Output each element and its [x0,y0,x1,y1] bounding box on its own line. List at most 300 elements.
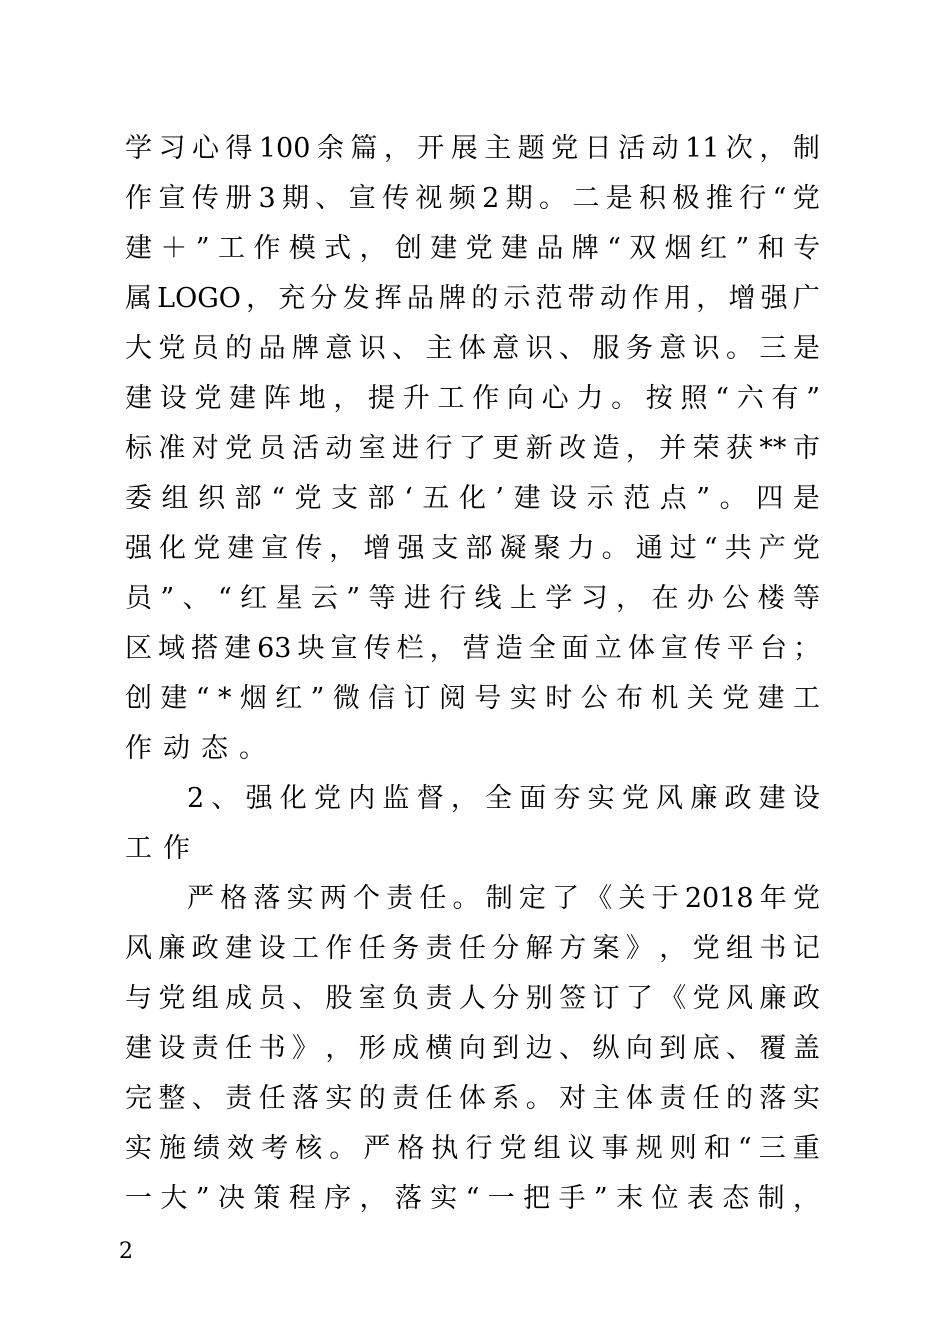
text-glyph: 识 [525,333,553,364]
text-glyph: 的 [225,333,253,364]
text-glyph: ， [759,133,787,164]
text-glyph: 四 [756,483,784,514]
text-glyph: 带 [567,283,595,314]
text-glyph: 到 [659,1033,687,1064]
text-glyph: “ [195,683,210,714]
text-glyph: 造 [495,633,523,664]
text-line [125,224,820,274]
text-glyph: ‘ [404,483,413,514]
text-glyph: 烟 [664,233,692,264]
text-glyph: 务 [392,933,420,964]
text-glyph: 作 [631,283,659,314]
text-glyph: 准 [158,433,186,464]
text-glyph: 议 [567,1133,595,1164]
text-glyph: 订 [403,683,431,714]
text-glyph: 责 [425,983,453,1014]
text-glyph: ” [735,233,750,264]
section-heading-line [125,824,820,874]
text-glyph: 全 [485,783,513,814]
text-glyph: 织 [198,483,226,514]
text-glyph: 期 [281,183,309,214]
text-glyph: 任 [458,933,486,964]
text-glyph: 一 [125,1183,152,1214]
text-glyph: 次 [725,133,753,164]
text-glyph: 支 [331,483,359,514]
text-glyph: 示 [503,283,531,314]
text-glyph: ” [696,483,711,514]
text-glyph: 、 [726,1033,754,1064]
text-glyph: 、 [392,333,420,364]
text-glyph: 手 [558,1183,586,1214]
text-glyph: ， [246,283,274,314]
text-glyph: 动 [325,433,353,464]
text-glyph: 人 [458,983,486,1014]
text-glyph: ” [346,583,361,614]
text-glyph: 廉 [690,783,718,814]
text-glyph: 把 [523,1183,551,1214]
text-glyph: 传 [693,633,721,664]
text-glyph: 牌 [571,233,599,264]
text-glyph: 五 [422,483,450,514]
text-glyph: 绩 [193,1133,221,1164]
text-line [125,274,820,324]
text-glyph: 进 [392,433,420,464]
text-glyph: 党 [499,1133,527,1164]
text-line [125,324,820,374]
text-glyph: ， [383,133,411,164]
text-glyph: 是 [792,483,820,514]
text-glyph: 机 [651,683,679,714]
text-glyph: 党 [158,983,186,1014]
text-glyph: 新 [525,433,553,464]
text-glyph: 三 [758,1133,786,1164]
text-glyph: 。 [719,483,747,514]
text-glyph: 习 [158,133,186,164]
text-glyph: 。 [452,883,480,914]
text-glyph: 作 [125,183,152,214]
text-glyph: 两 [319,883,347,914]
text-glyph: 宣 [660,633,688,664]
text-glyph: 力 [576,383,604,414]
text-glyph: 员 [258,983,286,1014]
text-glyph: 意 [325,333,353,364]
text-line [125,974,820,1024]
text-glyph: 化 [159,533,187,564]
text-glyph: 点 [659,483,687,514]
text-glyph: ” [195,233,210,264]
text-glyph: 底 [692,1033,720,1064]
text-glyph: 设 [159,383,187,414]
text-glyph: 期 [505,183,533,214]
text-glyph: 得 [225,133,253,164]
text-glyph: 位 [651,1183,679,1214]
text-glyph: 行 [439,583,467,614]
text-glyph: 余 [316,133,344,164]
text-glyph: ， [325,1033,353,1064]
text-glyph: 党 [194,383,222,414]
text-glyph: 实 [587,783,615,814]
text-glyph: 属 [125,283,152,314]
text-glyph: 阅 [439,683,467,714]
text-glyph: 党 [692,983,720,1014]
text-glyph: 增 [728,283,756,314]
text-glyph: ＋ [160,233,188,264]
text-glyph: 号 [474,683,502,714]
text-glyph: 微 [332,683,360,714]
text-glyph: 书 [258,1033,286,1064]
text-glyph: 党 [692,933,720,964]
text-glyph: 宣 [158,183,186,214]
text-glyph: 有 [771,383,799,414]
text-glyph: 建 [227,533,255,564]
text-glyph: 。 [539,183,567,214]
text-glyph: 积 [639,183,667,214]
text-glyph: 体 [458,333,486,364]
text-glyph: 的 [471,283,499,314]
text-glyph: 实 [430,1183,458,1214]
text-glyph: 建 [125,233,152,264]
text-glyph: “ [737,1133,752,1164]
text-glyph: 全 [528,633,556,664]
text-glyph: 双 [629,233,657,264]
text-glyph: 党 [158,333,186,364]
text-glyph: 开 [417,133,445,164]
text-glyph: ” [160,583,175,614]
text-glyph: 视 [415,183,443,214]
text-glyph: 凝 [499,533,527,564]
text-glyph: 设 [258,933,286,964]
text-glyph: 党 [225,433,253,464]
text-glyph: 设 [550,483,578,514]
text-glyph: 习 [580,583,608,614]
text-glyph: 任 [419,883,447,914]
text-glyph: 行 [739,183,767,214]
text-glyph: 心 [191,133,219,164]
text-glyph: 风 [125,933,152,964]
text-glyph: 记 [792,933,820,964]
text-glyph: 化 [458,483,486,514]
text-glyph: “ [271,483,285,514]
text-glyph: 强 [397,533,425,564]
text-glyph: 支 [431,533,459,564]
text-glyph: 、 [291,983,319,1014]
text-glyph: ， [359,233,387,264]
text-glyph: 与 [125,983,152,1014]
text-glyph: 党 [792,183,820,214]
text-glyph: 市 [792,433,820,464]
text-glyph: 宣 [261,533,289,564]
text-glyph: 完 [125,1083,152,1114]
text-glyph: 册 [225,183,253,214]
text-glyph: * [217,683,232,714]
text-glyph: 、 [211,783,239,814]
text-glyph: 、 [559,1033,587,1064]
text-glyph: 主 [425,333,453,364]
text-glyph: 建 [758,783,786,814]
text-glyph: 党 [792,883,820,914]
text-glyph: 改 [559,433,587,464]
text-glyph: 务 [625,333,653,364]
text-glyph: 严 [363,1133,391,1164]
text-glyph: 红 [240,583,268,614]
text-glyph: 篇 [350,133,378,164]
text-glyph: 成 [392,1033,420,1064]
text-glyph: 二 [572,183,600,214]
text-glyph: 2 [482,183,500,214]
text-glyph: 向 [625,1033,653,1064]
text-glyph: 、 [559,333,587,364]
text-glyph: 向 [506,383,534,414]
text-glyph: 组 [161,483,189,514]
text-glyph: 工 [792,683,820,714]
text-glyph: ； [792,633,820,664]
text-glyph: 体 [458,1083,486,1114]
text-glyph: ， [359,1183,387,1214]
text-glyph: 实 [792,1083,820,1114]
text-glyph: 党 [294,483,322,514]
text-glyph: 发 [342,283,370,314]
text-glyph: 过 [669,533,697,564]
text-glyph: 。 [329,1133,357,1164]
text-glyph: 委 [125,483,152,514]
text-glyph: 政 [792,983,820,1014]
text-glyph: 工 [125,833,152,864]
text-glyph: 书 [759,933,787,964]
text-glyph: 创 [125,683,152,714]
text-glyph: ， [659,933,687,964]
text-glyph: 《 [659,983,687,1014]
text-glyph: 实 [286,883,314,914]
text-line [125,724,820,774]
text-glyph: 2018 [684,883,754,914]
text-glyph: 组 [726,933,754,964]
text-glyph: ’ [495,483,505,514]
text-glyph: 工 [217,233,245,264]
text-glyph: 于 [651,883,679,914]
text-glyph: 形 [358,1033,386,1064]
text-glyph: 一 [487,1183,515,1214]
text-glyph: 聚 [533,533,561,564]
text-glyph: 实 [325,1083,353,1114]
text-glyph: “ [217,583,232,614]
text-glyph: 建 [160,683,188,714]
text-glyph: 宣 [330,633,358,664]
text-glyph: 通 [635,533,663,564]
text-glyph: 范 [623,483,651,514]
text-glyph: 传 [191,183,219,214]
text-glyph: 布 [615,683,643,714]
text-glyph: ” [593,1183,608,1214]
text-glyph: 设 [792,783,820,814]
text-glyph: 宣 [348,183,376,214]
text-glyph: 系 [492,1083,520,1114]
text-glyph: ， [696,283,724,314]
text-glyph: ” [310,683,325,714]
text-glyph: 传 [295,533,323,564]
text-glyph: 建 [500,233,528,264]
text-glyph: 对 [559,1083,587,1114]
text-glyph: ， [616,583,644,614]
text-glyph: 定 [518,883,546,914]
text-glyph: 三 [759,333,787,364]
text-glyph: 分 [310,283,338,314]
text-line [125,874,820,924]
text-glyph: 信 [368,683,396,714]
text-glyph: 建 [125,383,152,414]
text-line [125,1024,820,1074]
text-glyph: 100 [258,133,311,164]
text-glyph: 落 [759,1083,787,1114]
text-glyph: 序 [324,1183,352,1214]
text-glyph: 日 [584,133,612,164]
text-glyph: 平 [726,633,754,664]
text-glyph: 并 [659,433,687,464]
text-glyph: 红 [275,683,303,714]
text-glyph: 建 [125,1033,152,1064]
text-glyph: 3 [258,183,276,214]
text-glyph: 纵 [592,1033,620,1064]
text-glyph: 作 [325,933,353,964]
text-line [125,1074,820,1124]
text-glyph: 作 [163,833,190,864]
text-glyph: 覆 [759,1033,787,1064]
text-glyph: 提 [368,383,396,414]
text-glyph: 任 [225,1033,253,1064]
text-glyph: 室 [358,983,386,1014]
text-glyph: LOGO [157,283,241,314]
text-glyph: 工 [437,383,465,414]
text-glyph: 效 [227,1133,255,1164]
text-glyph: 学 [545,583,573,614]
text-glyph: “ [465,1183,480,1214]
text-glyph: 广 [792,283,820,314]
text-glyph: 党 [193,533,221,564]
text-glyph: 任 [258,1083,286,1114]
text-glyph: 红 [700,233,727,264]
text-glyph: 程 [288,1183,316,1214]
text-line [125,524,820,574]
text-glyph: 整 [158,1083,186,1114]
text-glyph: 组 [191,983,219,1014]
body-text [125,124,820,1224]
text-glyph: 楼 [757,583,785,614]
text-glyph: 面 [561,633,589,664]
text-glyph: 责 [425,933,453,964]
text-glyph: 决 [217,1183,245,1214]
text-glyph: 签 [559,983,587,1014]
text-glyph: 。 [525,1083,553,1114]
text-glyph: 品 [406,283,434,314]
text-glyph: 充 [278,283,306,314]
text-glyph: 》 [625,933,653,964]
text-glyph: 立 [594,633,622,664]
text-glyph: 。 [601,533,629,564]
text-glyph: 六 [736,383,764,414]
text-glyph: ， [450,783,478,814]
text-glyph: 体 [627,633,655,664]
text-glyph: 办 [686,583,714,614]
text-glyph: 传 [382,183,410,214]
text-glyph: 按 [645,383,673,414]
text-glyph: 建 [229,383,257,414]
text-glyph: 服 [592,333,620,364]
text-glyph: 廉 [759,983,787,1014]
text-glyph: 规 [635,1133,663,1164]
text-glyph: 的 [726,1083,754,1114]
text-glyph: 分 [492,983,520,1014]
text-glyph: 落 [291,1083,319,1114]
text-glyph: 党 [621,783,649,814]
text-glyph: 等 [368,583,396,614]
text-glyph: 关 [618,883,646,914]
text-glyph: ， [429,633,457,664]
text-glyph: 活 [291,433,319,464]
text-glyph: 任 [358,933,386,964]
text-glyph: 动 [163,733,190,764]
text-glyph: 。 [611,383,639,414]
text-glyph: 责 [386,883,414,914]
text-glyph: 和 [703,1133,731,1164]
text-glyph: 风 [726,983,754,1014]
text-glyph: 等 [792,583,820,614]
text-glyph: 主 [484,133,512,164]
text-glyph: 台 [759,633,787,664]
page-number: 2 [119,1239,133,1264]
text-glyph: 严 [187,883,214,914]
text-glyph: 动 [599,283,627,314]
text-glyph: 个 [352,883,380,914]
text-glyph: 别 [525,983,553,1014]
text-glyph: 面 [519,783,547,814]
text-glyph: 态 [722,1183,750,1214]
text-glyph: 。 [726,333,754,364]
text-glyph: 活 [618,133,646,164]
text-glyph: 。 [239,733,266,764]
text-glyph: 事 [601,1133,629,1164]
text-glyph: 大 [125,333,152,364]
text-glyph: 《 [585,883,613,914]
text-glyph: 督 [416,783,444,814]
text-glyph: 实 [125,1133,152,1164]
text-glyph: 员 [258,433,286,464]
text-glyph: 获 [726,433,754,464]
text-glyph: 传 [363,633,391,664]
text-glyph: ” [195,1183,210,1214]
text-glyph: 地 [298,383,326,414]
text-glyph: 用 [664,283,692,314]
text-glyph: 建 [513,483,541,514]
text-glyph: 》 [291,1033,319,1064]
text-glyph: 星 [275,583,303,614]
text-glyph: 63 [257,633,292,664]
text-glyph: 到 [492,1033,520,1064]
text-glyph: 分 [492,933,520,964]
text-line [125,574,820,624]
text-glyph: 创 [394,233,422,264]
text-glyph: 和 [757,233,785,264]
text-glyph: “ [607,233,621,264]
text-glyph: 建 [225,933,253,964]
text-glyph: 负 [392,983,420,1014]
text-glyph: 格 [397,1133,425,1164]
text-glyph: 牌 [291,333,319,364]
text-glyph: 制 [757,1183,785,1214]
text-glyph: 制 [485,883,513,914]
text-glyph: 识 [692,333,720,364]
text-glyph: 员 [125,583,152,614]
text-glyph: 动 [651,133,679,164]
text-glyph: 、 [182,583,210,614]
